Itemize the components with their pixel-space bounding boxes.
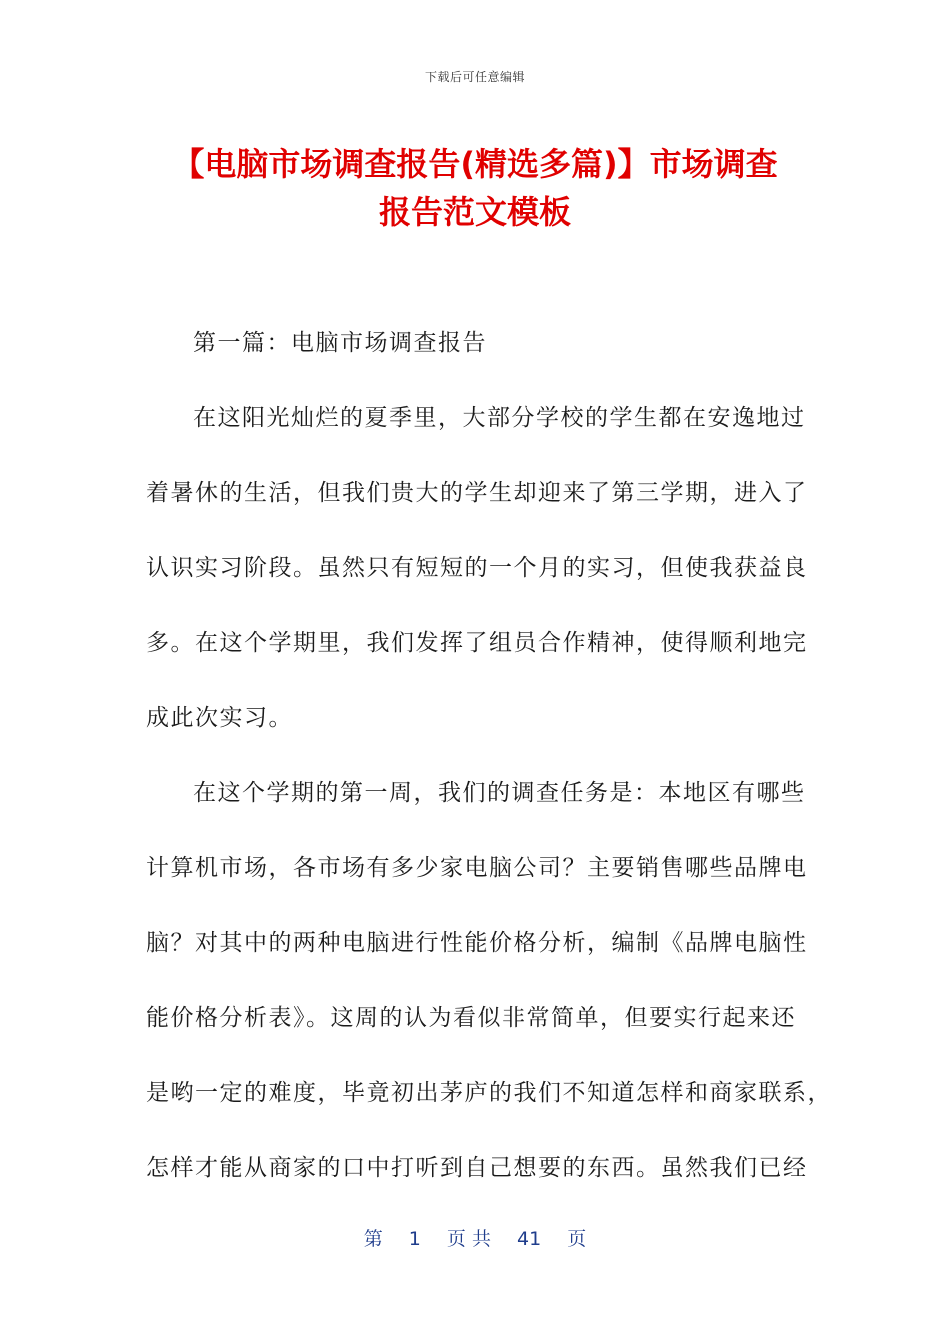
total-pages-number: 41 xyxy=(517,1228,542,1250)
paragraph-line: 怎样才能从商家的口中打听到自己想要的东西。虽然我们已经 xyxy=(146,1155,808,1181)
paragraph-line: 多。在这个学期里，我们发挥了组员合作精神，使得顺利地完 xyxy=(146,630,808,656)
paragraph-line: 计算机市场，各市场有多少家电脑公司？主要销售哪些品牌电 xyxy=(146,855,808,881)
paragraph-line: 能价格分析表》。这周的认为看似非常简单，但要实行起来还 xyxy=(146,1005,796,1031)
page-footer xyxy=(0,1224,950,1251)
title-line-2: 报告范文模板 xyxy=(378,193,571,231)
paragraph-line: 脑？对其中的两种电脑进行性能价格分析，编制《品牌电脑性 xyxy=(146,930,808,956)
page-label: 第 xyxy=(363,1228,383,1250)
document-title xyxy=(120,140,830,236)
document-body xyxy=(146,318,832,1218)
current-page-number: 1 xyxy=(408,1228,421,1250)
paragraph-line: 是哟一定的难度，毕竟初出茅庐的我们不知道怎样和商家联系， xyxy=(146,1080,832,1106)
title-line-1: 【电脑市场调查报告(精选多篇)】市场调查 xyxy=(172,145,778,183)
paragraph-line: 着暑休的生活，但我们贵大的学生却迎来了第三学期，进入了 xyxy=(146,480,808,506)
total-label: 页 共 xyxy=(446,1228,491,1250)
paragraph-line: 成此次实习。 xyxy=(146,705,293,731)
page-suffix: 页 xyxy=(567,1228,587,1250)
paragraph-line: 在这个学期的第一周，我们的调查任务是：本地区有哪些 xyxy=(193,780,806,806)
paragraph-line: 认识实习阶段。虽然只有短短的一个月的实习，但使我获益良 xyxy=(146,555,808,581)
section-heading: 第一篇：电脑市场调查报告 xyxy=(193,330,487,356)
paragraph-line: 在这阳光灿烂的夏季里，大部分学校的学生都在安逸地过 xyxy=(193,405,806,431)
header-note: 下载后可任意编辑 xyxy=(424,70,525,84)
